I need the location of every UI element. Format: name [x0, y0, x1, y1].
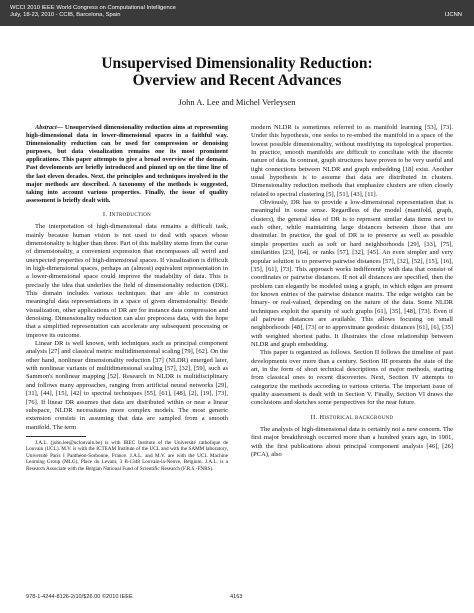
title-line-1: Unsupervised Dimensionality Reduction: — [101, 55, 373, 72]
page-number: 4163 — [230, 594, 243, 600]
authors: John A. Lee and Michel Verleysen — [178, 97, 296, 107]
footnote-divider — [26, 436, 86, 437]
paragraph: The analysis of high-dimensional data is certainly not a new concern. The first major breakthrough occurred more than a hundred years ago, in 1901, with the first publications about principal component analysis [46], [26] (PCA), also — [251, 426, 453, 459]
copyright-line: 978-1-4244-8126-2/10/$26.00 ©2010 IEEE — [26, 594, 133, 600]
paragraph: The interpretation of high-dimensional data remains a difficult task, mainly because human vision is not used to deal with spaces whose dimensionality is higher than three. Part of this inability stems from the curse of dimensionality, a convenient expression that encompasses all weird and unexpected properties of high-dimensional spaces. If visualization is difficult in high-dimensional spaces, perhaps an (almost) equivalent representation in a lower-dimensional space could improve the readability of data. This is precisely the idea that underlies the field of dimensionality reduction (DR). This domain includes various techniques that are able to construct meaningful data representations in a space of given dimensionality. Beside visualization, other applications of DR are for instance data compression and denoising. Dimensionality reduction can also preprocess data, with the hope that a simplified representation can accelerate any subsequent processing or improve its outcome. — [26, 223, 228, 339]
left-column — [26, 124, 228, 472]
paragraph: This paper is organized as follows. Section II follows the timeline of past developments over more than a century. Section III presents the state of the art, in the form of short technical descriptions of major methods, starting from classical ones to recent discoveries. Next, Section IV attempts to categorize the methods according to various criteria. The important issue of quality assessment is dealt with in Section V. Finally, Section VI draws the conclusions and sketches some perspectives for the near future. — [251, 349, 453, 407]
abstract-label: Abstract — [35, 124, 57, 131]
section-heading-history: II. Historical background — [310, 413, 394, 421]
section-heading-introduction: I. Introduction — [102, 210, 152, 218]
author-footnote: J.A.L. (john.lee@uclouvain.be) is with IREC Institute of the Université catholique de Louvain (UCL). M.V. is with the ICTEAM Institute of the UCL and with the SAMM laboratory, Université Paris I Panthéon-Sorbonne, France. J.A.L. and M.V. are with the UCL Machine Learning Group (MLG), Place du Levant, 3 B-1348 Louvain-la-Neuve, Belgium. J.A.L. is a Research Associate with the Belgian National Fund of Scientific Research (F.R.S.-FNRS). — [26, 439, 228, 472]
title-line-2: Overview and Recent Advances — [132, 72, 342, 89]
abstract-text: — Unsupervised dimensionality reduction aims at representing high-dimensional data in lower-dimensional spaces in a faithful way. Dimensionality reduction can be used for compression or denoising purposes, but data visualization remains one its most prominent applications. This paper attempts to give a broad overview of the domain. Past develoments are briefly introduced and pinned up on the time line of the last eleven decades. Next, the principles and techniques involved in the major methods are described. A taxonomy of the methods is suggested, taking into account various properties. Finally, the issue of quality assessment is briefly dealt with. — [26, 124, 228, 204]
conference-info — [10, 5, 176, 19]
paragraph: Linear DR is well known, with techniques such as principal component analysis [27] and classical metric multidimensional scaling [79], [62]. On the other hand, nonlinear dimensionality reduction [37] (NLDR) emerged later, with nonlinear variants of multidimensional scaling [57], [32], [59], such as Sammon's nonlinear mapping [52]. Research in NLDR is multidisciplinary and follows many approaches, ranging from artificial neural networks [29], [31], [44], [15], [42] to spectral techniques [55], [61], [48], [2], [19], [73], [76]. If linear DR assumes that data are distributed within or near a linear subspace, NLDR necessitates more complex models. The most generic extension consists in assuming that data are sampled from a smooth manifold. The term — [26, 340, 228, 431]
paper-title — [0, 55, 474, 89]
conference-header — [0, 0, 474, 26]
right-column — [251, 124, 453, 459]
paragraph: modern NLDR is sometimes referred to as manifold learning [53], [73]. Under this hypothesis, one seeks to re-embed the manifold in a space of the lowest possible dimensionality, without modifying its topological properties. In practice, smooth manifolds are difficult to conciliate with the discrete nature of data. In contrast, graph structures have proven to be very useful and tight connections between NLDR and graph embedding [18] exist. Another usual hypothesis is to assume that data are distributed in clusters. Dimensionality reduction methods that emphasize clusters are often closely related to spectral clustering [5], [51], [43], [11]. — [251, 124, 453, 198]
track-label: IJCNN — [444, 12, 462, 18]
paragraph: Obviously, DR has to provide a low-dimensional representation that is meaningful in some sense. Regardless of the model (manifold, graph, clusters), the general idea of DR is to represent similar data items next to each other, while maintaining large distances between those that are dissimilar. In practice, the goal of DR is to preserve as well as possible simple properties such as soft or hard neighborhoods [29], [33], [75], similarities [23], [64], or ranks [57], [32], [45]. An even simpler and very popular solution is to preserve pairwise distances [57], [32], [52], [15], [16], [35], [61], [73]. This approach works indifferently with data that consist of coordinates or pairwise distances. If not all distances are specified, then the problem can elegantly be modeled using a graph, in which edges are present for known entries of the pairwise distance matrix. The edge weights can be binary- or real-valued, depending on the nature of the data. Some NLDR techniques exploit the sparsity of such graphs [61], [35], [48], [73]. Even if all pairwise distances are available. This allows focusing on small neighborhoods [48], [73] or to approximate geodesic distances [61], [6], [35] with weighted shortest paths. It illustrates the close relationship between NLDR and graph embedding. — [251, 199, 453, 348]
abstract — [26, 124, 228, 205]
conference-dates: July, 18-23, 2010 - CCIB, Barcelona, Spain — [10, 12, 121, 18]
conference-name: WCCI 2010 IEEE World Congress on Computational Intelligence — [10, 5, 176, 11]
